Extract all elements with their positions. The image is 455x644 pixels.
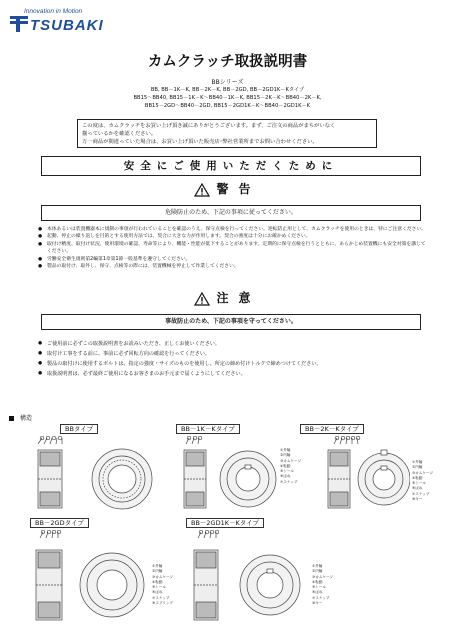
caution-box: 事故防止のため、下記の事項を守ってください。 [41, 314, 421, 330]
section-structure [9, 413, 32, 422]
section-label: 構造 [20, 415, 33, 422]
part-label: ⑤シール [280, 469, 294, 474]
part-label: ①外輪 [312, 564, 323, 568]
part-label: ⑧スプリング [152, 601, 173, 606]
list-item: ● 取付け精度、取付け状況、使用環境の確認、寿命等により、機能・性能が低下することがあります。定期的に保守点検を行うとともに、あらかじめ装置機にも安全対策を講じてください。 [38, 241, 428, 256]
part-label: ②内輪 [152, 569, 163, 574]
parts-list [412, 460, 433, 502]
series-line-2: BB15～BB40, BB15－1K－K～BB40－1K－K, BB15－2K－K～BB40－2K－K, [133, 95, 322, 101]
part-label: ①外輪 [280, 448, 291, 452]
parts-list [280, 448, 301, 485]
diagram-caption: BB－2GDタイプ [30, 518, 89, 528]
safety-banner: 安全にご使用いただくために [41, 156, 421, 176]
diagram-bb-1k-k [176, 424, 306, 514]
part-label: ⑦スナップ [152, 595, 170, 600]
part-label: ④転動 [152, 579, 163, 584]
logo-wordmark: TSUBAKI [30, 17, 104, 34]
part-label: ①外輪 [412, 460, 423, 464]
series-line-3: BB15－2GD～BB40－2GD, BB15－2GD1K－K～BB40－2GD1K－K [144, 103, 311, 109]
list-item: ● 労働安全衛生規則第2編第1章第1節一般基準を遵守してください。 [38, 256, 428, 263]
parts-list [312, 564, 333, 606]
part-label: ⑥ばね [412, 486, 423, 491]
part-label: ④転動 [412, 475, 423, 480]
caution-triangle-icon [194, 292, 210, 306]
tsubaki-logo [10, 8, 130, 38]
section-square-icon [9, 416, 14, 421]
part-label: ③カムケージ [312, 574, 334, 579]
part-label: ④転動 [312, 579, 323, 584]
list-item: ● ご使用前に必ずこの取扱説明書をお読みいただき、正しくお使いください。 [38, 339, 428, 349]
part-label: ⑥ばね [280, 474, 291, 479]
bb-2k-k-drawing [300, 436, 410, 516]
diagram-caption: BBタイプ [60, 424, 98, 434]
warning-box: 危険防止のため、下記の事項に従ってください。 [41, 205, 421, 221]
warning-heading [0, 180, 455, 197]
notice-line-3: 万一商品が間違っていた場合は、お買い上げ頂いた販売店･弊社営業所までお問い合わせください。 [82, 139, 318, 145]
part-label: ⑥ばね [152, 590, 163, 595]
bb-drawing [30, 436, 160, 516]
diagram-caption: BB－1K－Kタイプ [176, 424, 240, 434]
series-name: BBシリーズ [211, 79, 244, 86]
series-line-1: BB, BB－1K－K, BB－2K－K, BB－2GD, BB－2GD1K－Kタイプ [150, 87, 305, 93]
caution-heading-text: 注意 [216, 291, 261, 305]
part-label: ⑦スナップ [412, 491, 430, 496]
part-label: ④転動 [280, 463, 291, 468]
warning-triangle-icon [194, 183, 210, 197]
caution-heading [0, 289, 455, 306]
list-item: ● 製品の取付けに使用するボルトは、指定の強度・サイズのものを使用し、所定の締め付けトルクで締めつけてください。 [38, 359, 428, 369]
caution-list [38, 339, 428, 379]
part-label: ③カムケージ [412, 470, 434, 475]
part-label: ③カムケージ [280, 458, 302, 463]
diagram-bb [30, 424, 160, 514]
part-label: ②内輪 [280, 453, 291, 458]
notice-line-2: 揃っているかを確認ください。 [82, 131, 157, 137]
part-label: ⑤シール [412, 481, 426, 486]
part-label: ⑦スナップ [312, 595, 330, 600]
part-label: ①外輪 [152, 564, 163, 568]
warning-list [38, 226, 428, 270]
list-item: ● 製品の取付け、取外し、保守、点検等の際には、装置機械を停止して作業してください。 [38, 263, 428, 270]
notice-line-1: この度は、カムクラッチをお買い上げ頂き誠にありがとうございます。まず、ご注文の商品がまちがいなく [82, 123, 336, 129]
part-label: ⑤シール [152, 585, 166, 590]
warning-heading-text: 警告 [216, 182, 261, 196]
part-label: ③カムケージ [152, 574, 174, 579]
part-label: ⑧キー [412, 497, 423, 502]
list-item: ● 本体あるいは装置機器本に規制の事項が行われていることを確認のうえ、保守点検を行ってください。逆転防止用として、カムクラッチを使用のときは、特にご注意ください。 [38, 226, 428, 233]
part-label: ②内輪 [312, 569, 323, 574]
list-item: ● 取付け工事をする前に、事前に必ず回転方向の確認を行ってください。 [38, 349, 428, 359]
bb-2gd1k-k-drawing [186, 530, 316, 634]
bb-2gd-drawing [30, 530, 150, 634]
diagram-bb-2gd1k-k [186, 518, 361, 638]
part-label: ⑥ばね [312, 590, 323, 595]
part-label: ⑧キー [312, 601, 323, 606]
diagram-caption: BB－2GD1K－Kタイプ [186, 518, 264, 528]
diagram-bb-2gd [30, 518, 190, 638]
notice-box [77, 119, 377, 148]
part-label: ⑤シール [312, 585, 326, 590]
part-label: ②内輪 [412, 465, 423, 470]
list-item: ● 起動、停止の繰り返しを目的とする使用方法では、契合に大きな力が作用します。契合の強度は十分にお確かめください。 [38, 233, 428, 240]
diagram-bb-2k-k [300, 424, 450, 514]
list-item: ● 取扱説明書は、必ず最終ご使用になるお客さまのお手元まで届くようにしてください。 [38, 369, 428, 379]
part-label: ⑦スナップ [280, 479, 298, 484]
logo-tagline: Innovation in Motion [24, 8, 83, 15]
document-title: カムクラッチ取扱説明書 [147, 54, 308, 70]
tsubaki-mark-icon [10, 10, 28, 32]
diagram-caption: BB－2K－Kタイプ [300, 424, 364, 434]
parts-list [152, 564, 173, 606]
